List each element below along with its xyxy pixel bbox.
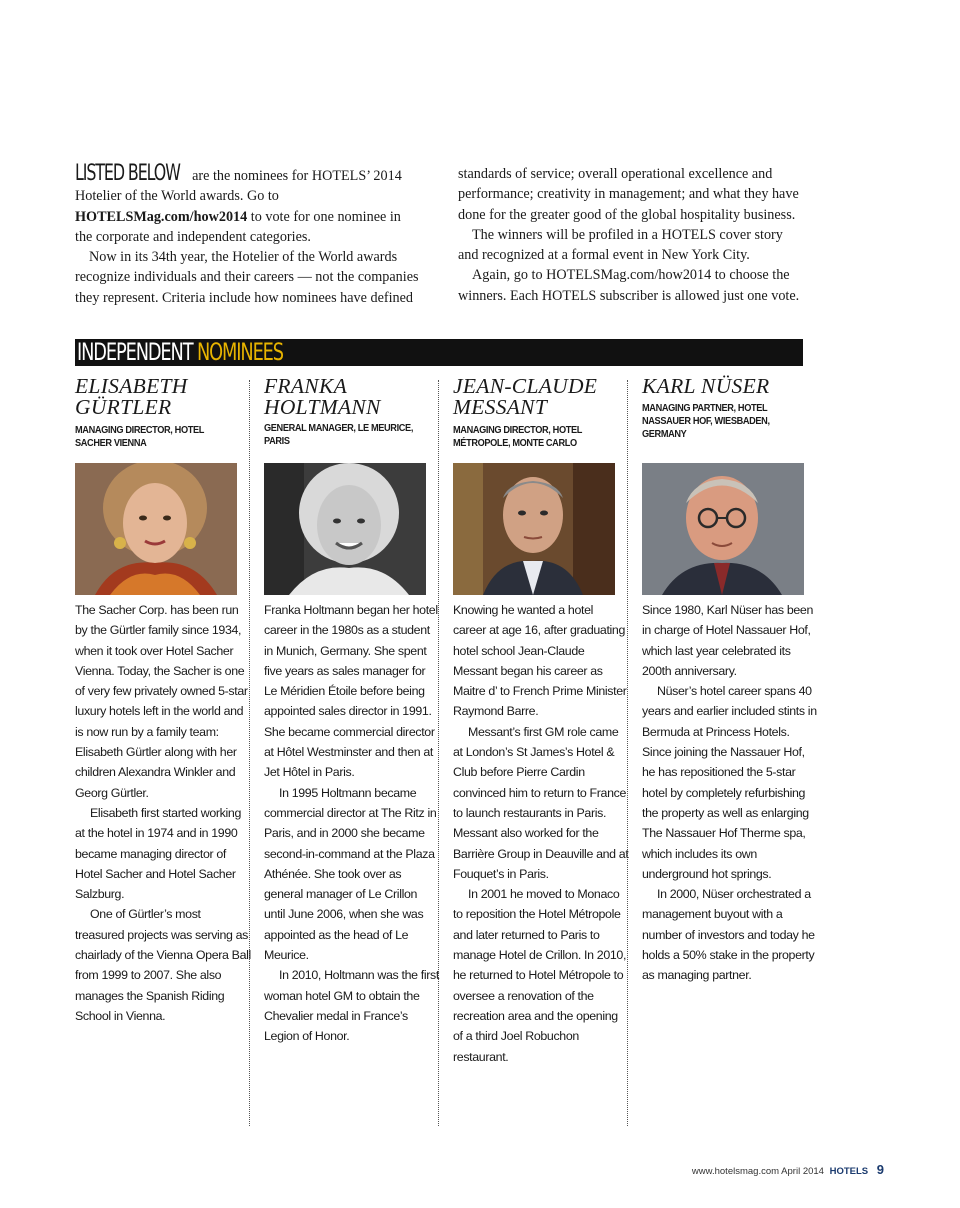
bio-paragraph: Elisabeth first started working at the hotel in 1974 and in 1990 became managing director of Hotel Sacher and Hotel Sacher Salzburg. — [75, 805, 241, 902]
nominee-card — [75, 374, 251, 1023]
footer-issue: April 2014 — [781, 1166, 824, 1177]
bio-paragraph: Nüser’s hotel career spans 40 years and earlier included stints in Bermuda at Princess Hotels. Since joining the Nassauer Hof, he has repositioned the 5-star hotel by completely refurbishing the property as well as enlarging The Nassauer Hof Therme spa, which includes its own underground hot springs. — [642, 684, 817, 881]
nominee-grid — [75, 374, 817, 1126]
nominee-name: ELISABETH GÜRTLER — [75, 374, 188, 419]
nominee-photo — [75, 463, 237, 595]
nominee-photo — [642, 463, 804, 595]
lead-in: LISTED BELOW — [75, 161, 180, 186]
footer-brand: HOTELS — [829, 1166, 869, 1177]
nominee-title: MANAGING PARTNER, HOTEL NASSAUER HOF, WIESBADEN, GERMANY — [642, 402, 770, 440]
intro-column-left — [75, 161, 420, 308]
bio-paragraph: Franka Holtmann began her hotel career in the 1980s as a student in Munich, Germany. She spent five years as sales manager for Le Méridien Étoile before being appointed sales director in 1991. She became commercial director at Hôtel Westminster and then at Jet Hôtel in Paris. — [264, 603, 438, 780]
nominee-photo — [264, 463, 426, 595]
intro-paragraph-1 — [75, 161, 420, 247]
intro-text: are the nominees for HOTELS’ 2014 Hotelier of the World awards. Go to — [75, 168, 402, 205]
nominee-photo — [453, 463, 615, 595]
nominee-title: MANAGING DIRECTOR, HOTEL MÉTROPOLE, MONTE CARLO — [453, 425, 582, 449]
nominee-bio — [75, 600, 251, 1026]
intro-paragraph-2: Now in its 34th year, the Hotelier of the World awards recognize individuals and their careers — not the companies they represent. Criteria include how nominees have defined — [75, 249, 419, 306]
nominee-name: JEAN-CLAUDE MESSANT — [453, 374, 598, 419]
nominee-bio — [453, 600, 629, 1067]
nominee-bio — [264, 600, 440, 1047]
nominee-bio — [642, 600, 818, 986]
intro-paragraph-5: Again, go to HOTELSMag.com/how2014 to choose the winners. Each HOTELS subscriber is allowed just one vote. — [458, 267, 800, 304]
nominee-name: KARL NÜSER — [642, 374, 770, 398]
nominee-card — [453, 374, 629, 1064]
nominee-name: FRANKA HOLTMANN — [264, 374, 381, 419]
bio-paragraph: In 1995 Holtmann became commercial director at The Ritz in Paris, and in 2000 she became second-in-command at the Plaza Athénée. She took over as general manager of Le Crillon until June 2006, when she was appointed as the head of Le Meurice. — [264, 785, 437, 963]
intro-paragraph-3: standards of service; overall operational excellence and performance; creativity in management; and what they have done for the greater good of the global hospitality business. — [458, 166, 799, 223]
footer-url[interactable]: www.hotelsmag.com — [691, 1166, 780, 1177]
bio-paragraph: Messant’s first GM role came at London’s St James’s Hotel & Club before Pierre Cardin convinced him to return to France to launch restaurants in Paris. Messant also worked for the Barrière Group in Deauville and at Fouquet’s in Paris. — [453, 724, 629, 881]
section-banner — [75, 339, 803, 366]
banner-word-independent: INDEPENDENT — [77, 339, 193, 366]
page-footer — [692, 1162, 884, 1177]
nominee-title: MANAGING DIRECTOR, HOTEL SACHER VIENNA — [75, 425, 204, 449]
page-number: 9 — [876, 1162, 884, 1177]
bio-paragraph: Knowing he wanted a hotel career at age 16, after graduating hotel school Jean-Claude Messant began his career as Maitre d’ to French Prime Minister Raymond Barre. — [453, 603, 627, 719]
intro-text: to vote for one nominee in the corporate and independent categories. — [75, 208, 401, 245]
bio-paragraph: One of Gürtler’s most treasured projects was serving as chairlady of the Vienna Opera Ball from 1999 to 2007. She also manages the Spanish Riding School in Vienna. — [75, 907, 251, 1023]
intro-paragraph-4: The winners will be profiled in a HOTELS cover story and recognized at a formal event in New York City. — [458, 226, 783, 264]
intro-section — [75, 161, 803, 308]
intro-column-right — [458, 164, 803, 308]
bio-paragraph: Since 1980, Karl Nüser has been in charge of Hotel Nassauer Hof, which last year celebrated its 200th anniversary. — [642, 603, 813, 678]
banner-word-nominees: NOMINEES — [197, 339, 283, 366]
nominee-card — [264, 374, 439, 1044]
vote-link[interactable]: HOTELSMag.com/how2014 — [75, 208, 248, 225]
bio-paragraph: In 2001 he moved to Monaco to reposition the Hotel Métropole and later returned to Paris to manage Hotel de Crillon. In 2010, he returned to Hotel Métropole to oversee a renovation of the recreation area and the opening of a third Joel Robuchon restaurant. — [453, 887, 627, 1064]
bio-paragraph: The Sacher Corp. has been run by the Gürtler family since 1934, when it took over Hotel Sacher Vienna. Today, the Sacher is one of very few privately owned 5-star luxury hotels left in the world and is now run by a family team: Elisabeth Gürtler along with her children Alexandra Winkler and Georg Gürtler. — [75, 603, 248, 800]
bio-paragraph: In 2010, Holtmann was the first woman hotel GM to obtain the Chevalier medal in France’s Legion of Honor. — [264, 968, 439, 1044]
nominee-title: GENERAL MANAGER, LE MEURICE, PARIS — [264, 423, 414, 447]
nominee-card — [642, 374, 817, 983]
bio-paragraph: In 2000, Nüser orchestrated a management buyout with a number of investors and today he holds a 50% stake in the property as managing partner. — [642, 887, 815, 983]
banner-heading — [77, 339, 283, 366]
